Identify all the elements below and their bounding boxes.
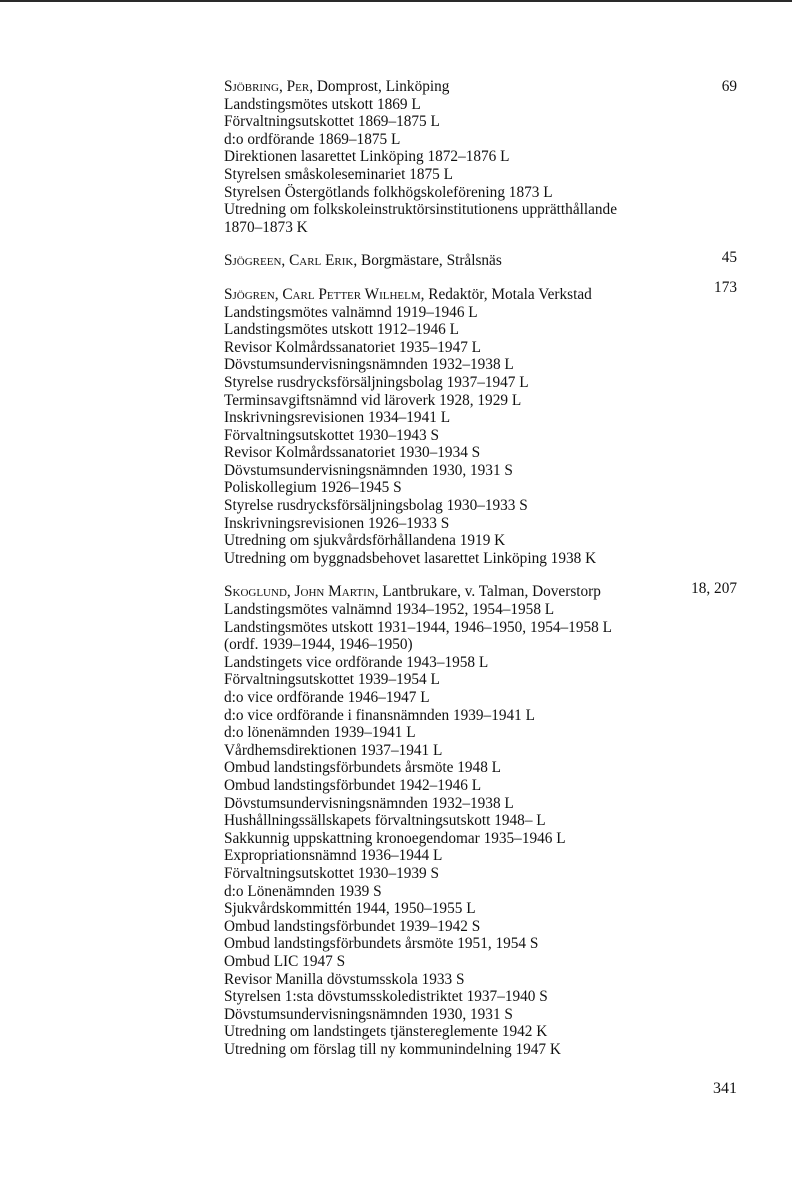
entry-line: Revisor Manilla dövstumsskola 1933 S (224, 970, 465, 988)
entry-line: d:o lönenämnden 1939–1941 L (224, 724, 416, 742)
entry-line: Landstingsmötes valnämnd 1919–1946 L (224, 303, 478, 321)
entry-line: d:o ordförande 1869–1875 L (224, 130, 401, 148)
entry-line: Utredning om förslag till ny kommunindelning 1947 K (224, 1040, 561, 1058)
page-number: 341 (713, 1080, 737, 1097)
entry-line: Förvaltningsutskottet 1939–1954 L (224, 671, 440, 689)
entry-line: Landstingsmötes valnämnd 1934–1952, 1954–1958 L (224, 601, 555, 619)
entry-line: Ombud landstingsförbundets årsmöte 1948 L (224, 759, 502, 777)
entry-line: Landstingsmötes utskott 1931–1944, 1946–1950, 1954–1958 L (224, 618, 612, 636)
comma: , (286, 583, 295, 601)
page-reference: 69 (721, 78, 737, 95)
entry-line: Utredning om folkskoleinstruktörsinstitutionens upprätthållande (224, 201, 617, 219)
entry-line: d:o vice ordförande 1946–1947 L (224, 689, 430, 706)
entry-line: Ombud LIC 1947 S (224, 952, 346, 970)
entry-line: Direktionen lasarettet Linköping 1872–1876 L (224, 148, 510, 166)
page-body (224, 78, 744, 1074)
entry-line: (ordf. 1939–1944, 1946–1950) (224, 636, 413, 654)
top-rule (0, 0, 792, 2)
entry-line: d:o Lönenämnden 1939 S (224, 882, 382, 900)
entry-heading (224, 78, 744, 96)
entry-line: Dövstumsundervisningsnämnden 1932–1938 L (224, 356, 514, 374)
entry-line: Inskrivningsrevisionen 1934–1941 L (224, 409, 451, 427)
page-reference: 173 (714, 279, 737, 296)
comma: , (274, 285, 283, 303)
entry-line: Ombud landstingsförbundets årsmöte 1951, 1954 S (224, 935, 539, 953)
entry-line: Hushållningssällskapets förvaltningsutskott 1948– L (224, 812, 546, 830)
entry-line: Ombud landstingsförbundet 1939–1942 S (224, 917, 481, 935)
given-names: Carl Erik (289, 252, 354, 270)
given-names: John Martin (294, 583, 375, 601)
title-and-place: , Borgmästare, Strålsnäs (353, 252, 502, 270)
comma: , (281, 252, 290, 270)
given-names: Carl Petter Wilhelm (282, 285, 421, 303)
title-and-place: , Redaktör, Motala Verkstad (420, 285, 592, 303)
biography-entry (224, 78, 744, 236)
given-names: Per (286, 78, 310, 95)
entry-line: Landstingsmötes utskott 1912–1946 L (224, 321, 459, 339)
entry-line: Poliskollegium 1926–1945 S (224, 479, 402, 497)
entry-heading (224, 583, 744, 601)
entry-line: Förvaltningsutskottet 1930–1943 S (224, 426, 440, 444)
biography-entry (224, 286, 744, 568)
entry-line: d:o vice ordförande i finansnämnden 1939–1941 L (224, 706, 535, 724)
entry-line: Terminsavgiftsnämnd vid läroverk 1928, 1929 L (224, 391, 522, 409)
comma: , (278, 78, 287, 95)
entry-line: Dövstumsundervisningsnämnden 1930, 1931 S (224, 1005, 513, 1023)
biography-entry (224, 583, 744, 1058)
entry-line: Förvaltningsutskottet 1869–1875 L (224, 113, 440, 131)
entry-line: Expropriationsnämnd 1936–1944 L (224, 847, 443, 865)
entry-lines (224, 96, 744, 237)
entry-lines (224, 304, 744, 568)
title-and-place: , Domprost, Linköping (309, 78, 450, 95)
entry-line: Förvaltningsutskottet 1930–1939 S (224, 864, 440, 882)
surname: Sjögren (224, 285, 275, 303)
biography-entry (224, 252, 744, 270)
entry-line: Styrelse rusdrycksförsäljningsbolag 1937–1947 L (224, 373, 529, 391)
entry-line: 1870–1873 K (224, 218, 308, 236)
entry-line: Styrelsen småskoleseminariet 1875 L (224, 165, 453, 183)
entry-line: Landstingets vice ordförande 1943–1958 L (224, 653, 489, 671)
entry-line: Inskrivningsrevisionen 1926–1933 S (224, 514, 450, 532)
entry-line: Ombud landstingsförbundet 1942–1946 L (224, 776, 482, 794)
entry-line: Vårdhemsdirektionen 1937–1941 L (224, 741, 443, 759)
entry-line: Sjukvårdskommittén 1944, 1950–1955 L (224, 900, 476, 918)
entry-heading (224, 252, 744, 270)
surname: Sjögreen (224, 252, 282, 270)
title-and-place: , Lantbrukare, v. Talman, Doverstorp (374, 583, 601, 601)
page-reference: 45 (721, 249, 737, 266)
entry-line: Revisor Kolmårdssanatoriet 1935–1947 L (224, 338, 482, 356)
surname: Sjöbring (224, 78, 279, 95)
entry-line: Utredning om sjukvårdsförhållandena 1919 K (224, 532, 506, 550)
entry-line: Dövstumsundervisningsnämnden 1930, 1931 S (224, 461, 513, 479)
entry-line: Styrelse rusdrycksförsäljningsbolag 1930–1933 S (224, 497, 528, 515)
entry-heading (224, 286, 744, 304)
entry-line: Revisor Kolmårdssanatoriet 1930–1934 S (224, 444, 481, 462)
entry-line: Landstingsmötes utskott 1869 L (224, 95, 421, 113)
entry-line: Styrelsen 1:sta dövstumsskoledistriktet 1937–1940 S (224, 988, 548, 1006)
entry-line: Styrelsen Östergötlands folkhögskoleförening 1873 L (224, 183, 553, 201)
entry-line: Sakkunnig uppskattning kronoegendomar 1935–1946 L (224, 829, 566, 847)
entry-line: Utredning om byggnadsbehovet lasarettet Linköping 1938 K (224, 549, 597, 567)
entry-line: Dövstumsundervisningsnämnden 1932–1938 L (224, 794, 514, 812)
page-reference: 18, 207 (691, 580, 737, 597)
surname: Skoglund (224, 583, 287, 601)
entry-line: Utredning om landstingets tjänstereglemente 1942 K (224, 1023, 548, 1041)
entry-lines (224, 601, 744, 1058)
